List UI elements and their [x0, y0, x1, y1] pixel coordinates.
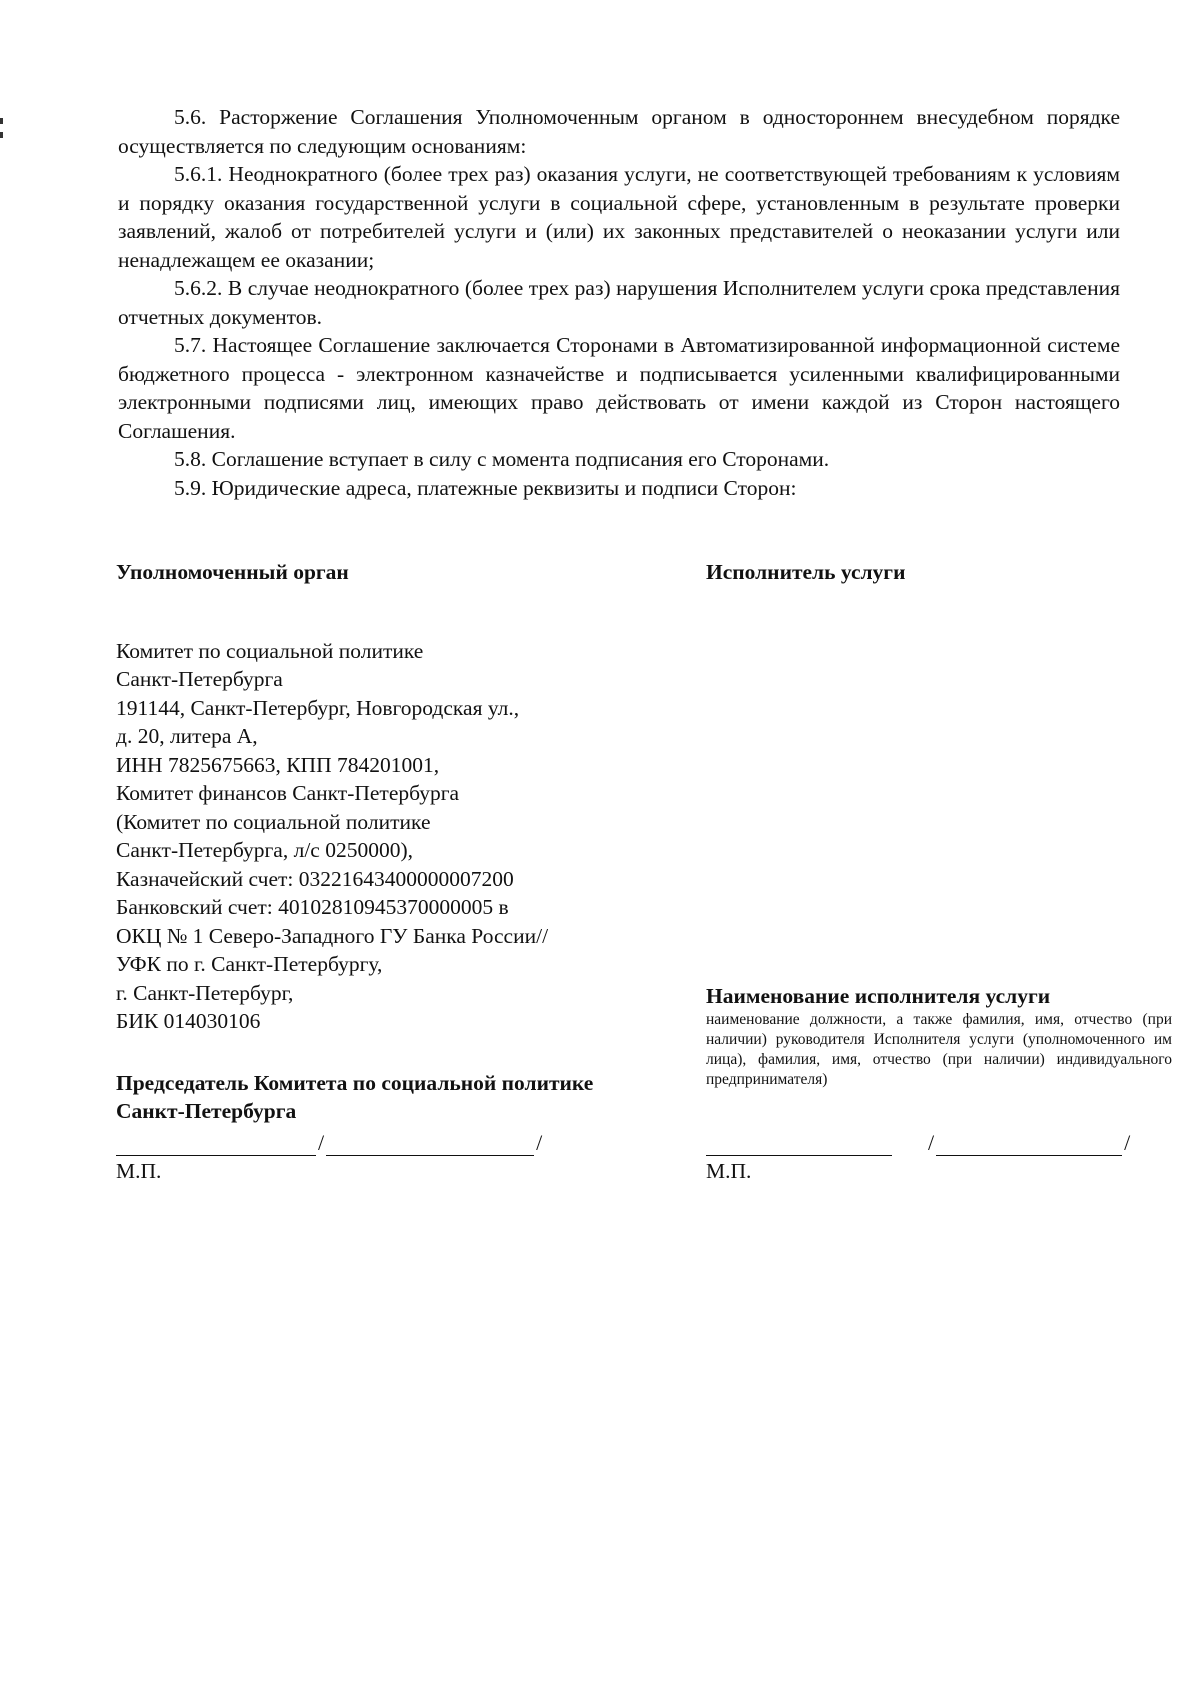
clause-5-8: 5.8. Соглашение вступает в силу с момента подписания его Сторонами.: [174, 447, 830, 471]
signature-slash: /: [536, 1130, 543, 1155]
chairman-title: Председатель Комитета по социальной политике Санкт-Петербурга: [116, 1070, 594, 1123]
clause-5-6: 5.6. Расторжение Соглашения Уполномоченным органом в одностороннем внесудебном порядке осуществляется по следующим основаниям:: [118, 105, 1120, 158]
requisites-line: Комитет финансов Санкт-Петербурга: [116, 781, 460, 805]
agreement-clauses: [118, 103, 1120, 502]
clause-5-6-2: 5.6.2. В случае неоднократного (более трех раз) нарушения Исполнителем услуги срока представления отчетных документов.: [118, 276, 1120, 329]
clause-5-6-1: 5.6.1. Неоднократного (более трех раз) оказания услуги, не соответствующей требованиям к условиям и порядку оказания государственной услуги в социальной сфере, установленным в результате проверки заявлений, жалоб от потребителей услуги и (или) их законных представителей о неоказании услуги или ненадлежащем ее оказании;: [118, 162, 1120, 272]
requisites-line: Санкт-Петербурга, л/с 0250000),: [116, 838, 414, 862]
executor-signature-line: [706, 1126, 1132, 1156]
authorized-body-heading: Уполномоченный орган: [116, 560, 349, 584]
signature-slash: /: [1124, 1130, 1131, 1155]
requisites-line: (Комитет по социальной политике: [116, 809, 431, 834]
scan-edge-mark: [0, 132, 3, 138]
requisites-line: 191144, Санкт-Петербург, Новгородская ул.,: [116, 695, 520, 720]
requisites-line: УФК по г. Санкт-Петербургу,: [116, 952, 383, 976]
authorized-body-signature-line: [116, 1126, 544, 1156]
scan-edge-mark: [0, 118, 3, 124]
signature-slash: /: [928, 1130, 935, 1155]
requisites-line: ОКЦ № 1 Северо-Западного ГУ Банка России//: [116, 923, 549, 948]
seal-label: М.П.: [116, 1159, 162, 1183]
signature-blank: [706, 1129, 892, 1156]
executor-signatory-block: [706, 982, 1172, 1090]
authorized-body-requisites: [116, 637, 636, 1036]
signature-slash: /: [318, 1130, 325, 1155]
requisites-line: Комитет по социальной политике: [116, 638, 424, 663]
requisites-line: г. Санкт-Петербург,: [116, 980, 294, 1005]
requisites-line: д. 20, литера А,: [116, 724, 258, 748]
executor-heading: Исполнитель услуги: [706, 560, 906, 584]
signature-blank: [116, 1129, 316, 1156]
requisites-line: ИНН 7825675663, КПП 784201001,: [116, 752, 440, 777]
seal-label: М.П.: [706, 1159, 752, 1183]
executor-column: [706, 558, 1176, 587]
requisites-line: Санкт-Петербурга: [116, 667, 283, 691]
requisites-line: БИК 014030106: [116, 1009, 261, 1033]
name-blank: [326, 1129, 534, 1156]
requisites-line: Банковский счет: 40102810945370000005 в: [116, 895, 509, 919]
clause-5-9: 5.9. Юридические адреса, платежные реквизиты и подписи Сторон:: [174, 475, 797, 500]
executor-name: Наименование исполнителя услуги: [706, 984, 1051, 1008]
clause-5-7: 5.7. Настоящее Соглашение заключается Сторонами в Автоматизированной информационной системе бюджетного процесса - электронном казначействе и подписывается усиленными квалифицированными электронными подписями лиц, имеющих право действовать от имени каждой из Сторон настоящего Соглашения.: [118, 333, 1120, 443]
requisites-line: Казначейский счет: 03221643400000007200: [116, 866, 514, 891]
executor-name-note: наименование должности, а также фамилия, имя, отчество (при наличии) руководителя Исполнителя услуги (уполномоченного им лица), фамилия, имя, отчество (при наличии) индивидуального предпринимателя): [706, 1011, 1172, 1088]
authorized-body-column: [116, 558, 636, 1126]
name-blank: [936, 1129, 1122, 1156]
